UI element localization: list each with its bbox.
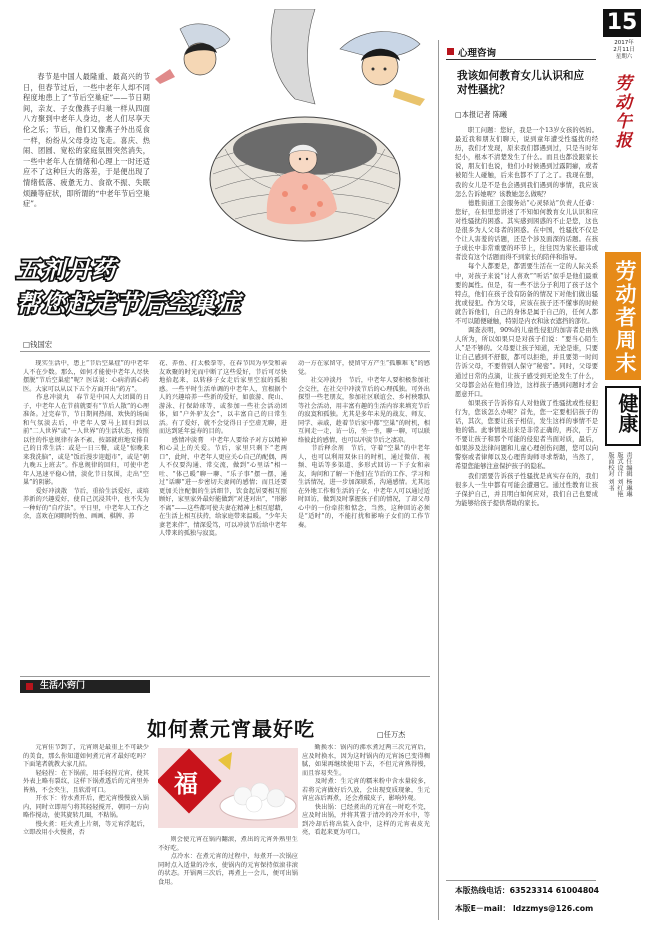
footer-email: 本版E－mail： ldzzmys@126.com — [455, 904, 594, 913]
tips-column-1: 元宵佳节到了，元宵则是最重上不可缺少的美食，那么你知道如何煮元宵才最好吃吗？下面笔者就教大家几招。 轻轻捏：在下锅前，用手轻捏元宵，使其外表上略有裂纹，这样下锅煮透后的元宵里外皆熟，不会夹生，且软滑可口。 开水下：待水煮开后，把元宵慢慢放入锅内，同时立即用勺将其轻轻搅开，朝同一方向略作搅动，使其旋转几圈，不粘锅。 慢火煮：旺火煮上片刻，等元宵浮起后，立即改用小火慢煮，否 — [23, 744, 149, 836]
feature-column-1: 现实生活中，患上“节后空巢症”的中老年人不在少数。那么，如何才能使中老年人尽快摆脱“节后空巢症”呢？医话说：心病消需心药医。大家可以从以下五个方面开出“药方”。 作息冲淡丸 春节是中国人大团圆的日子，中老年人在节前就要有“节后人散”的心理准备。过完春节，节日期间热闹、欢快的场面和气氛淡去后，中老年人要马上回归到以前“二人世界”或“一人世界”的生活状态，按照以往的作息规律有条不紊、按部就班地安排自己的日常生活：或是一日三餐，或是“惊晚来来我洗脑”，或是“饭后漫步迎超市”，或是“朝九晚五上班去”。作息规律的回归，可使中老年人迅速平稳心情，淡化节日氛围，走出“空巢”的阴影。 爱好冲淡散 节后，重拾生活爱好，或培养新的兴趣爱好，使自己沉浸其中，也不失为一种好的“自疗法”。平日里，中老年人工作之余，喜欢在闲暇时钓鱼、画画、棋牌、养 — [23, 360, 149, 520]
section-name: 劳动者周末 — [613, 260, 637, 375]
section-sub: 健康 — [615, 393, 639, 433]
tips-divider — [20, 676, 430, 677]
consult-body: 职工问题：您好，我是一个13岁女孩的妈妈。最近我和朋友们聊天，说到童年遭受性骚扰的经历，我们才发现，原来我们都遇到过，只是当时年纪小，根本不清楚发生了什么。而且也都没跟家长说，朋友们也说，他们小时候遇到过露阴癖，或者被陌生人碰触，后来也都不了了之了。我现在想，我的女儿是不是也会遇到我们遇到的事情，我应该怎么告诉她呢？该教她怎么做呢？ 德胜街道工会服务站“心灵驿站”负责人任睿：您好，在但里您讲述了不知如何教育女儿认识和应对性骚扰的困惑。其实感到困惑的不止是您，这也是很多为人父母者的困惑。在中国，性骚扰不仅是个让人害羞的话题，还是个涉及面深的话题。在孩子成长中非常重要的环节上，往往因为家长避讳或者没有这个话题而得不到家长的陪伴和指导。 每个人都要是，都需要生活在一定的人际关系中，对孩子来说“讨人喜欢”“听话”似乎是他们最重要的属性。但是，有一些不法分子利用了孩子这个特点，他们在孩子没有防备的情况下对他们做出骚扰或侵犯。作为父母，应该在孩子还不懂事的时候就告诉他们，自己的身体是属于自己的，任何人都不可以随便碰触，特别是内衣和泳衣遮挡的部位。 调查表明，90%的儿童性侵犯的加害者是由熟人所为，所以如果只是对孩子们说：“要当心陌生人”是不够的。父母要让孩子知道，无论是谁，只要让自己感到不舒服，都可以拒绝，并且要第一时间告诉父母，不要替别人保守“秘密”。同时，父母要通过日常的点滴，让孩子感受到无论发生了什么，父母都会站在他们身边，这样孩子遇到问题时才会愿意开口。 如果孩子告诉你有人对他做了性骚扰或性侵犯行为，您该怎么办呢？首先，您一定要相信孩子的话，其次，您要让孩子相信，发生这样的事情不是他的错。此事情说出来是非常正确的，再次，于万不要让孩子和那个可能的侵犯者当面对质，最后，如果涉及法律问题和儿童心理创伤问题，您可以向警察或者律师以及心理咨询师寻求帮助，当然了，希望您能够注意保护孩子的隐私。 我们需要告诉孩子性骚扰是真实存在的，我们很多人一生中都有可能会遭遇它。通过性教育让孩子保护自己，并且明白如何应对，我们自己也要成为能够给孩子提供帮助的家长。 — [455, 127, 598, 507]
tips-column-2: 则会使元宵在锅内翻滚，煮出的元宵外熟里生不好吃。 点冷水：在煮元宵的过程中，每煮开一次锅应同时点入适量的冷水，使锅内的元宵保持似滚非滚的状态。开锅两三次后，再煮上一会儿，便可出锅食用。 — [158, 836, 298, 886]
consult-section-label: 心理咨询 — [458, 48, 497, 59]
feature-author: □钱国宏 — [23, 340, 53, 349]
consult-marker — [447, 48, 454, 55]
nest-illustration — [155, 9, 436, 247]
tips-marker — [26, 683, 33, 690]
consult-header-rule — [446, 59, 596, 60]
feature-title-bottom: 帮您赶走节后空巢症 — [16, 290, 241, 318]
consult-author: □本报记者 陈曦 — [455, 110, 508, 119]
feature-column-2: 花、养鱼、打太极拳等，在春节因为享受和亲友欢聚的时光而中断了这些爱好，节后可尽快地拾起来，以转移子女走后家里空寂的孤独感。一些平时生活单调的中老年人，宜根据个人的兴趣培养一些新的爱好，如旅游、爬山、游泳、打保龄球等，或参加一些社会活动团体，如“户外驴友会”，以丰富自己的日常生活。有了爱好，就不会觉得日子空虚无聊，进而达到延年益寿的目的。 感情冲淡膏 中老年人要给予对方以精神和心灵上的关爱。节后，家里只剩下“老两口”，此时，中老年人更应关心自己的配偶，两人不仅要沟通、常交流，做到“心里话”相一吐、“体己暖”聊一聊、“乐子事”摆一摆，通过“话聊”进一步密切夫妻间的感情；而且还要更加关注配偶的生活细节，饮食起居要相互照顾好，家里家外最好能做到“对进对出”，“形影不离”——这些都可使夫妻在精神上相互慰藉，在生活上相互扶持，给家庭带来温暖。“少年夫妻老来伴”，情深爱笃，可以冲淡节后给中老年人带来的孤独与寂寞。 — [159, 360, 287, 537]
tips-column-3: 勤换水：锅内的沸水煮过两三次元宵后，应及时换水，因为这时锅内的元宵汤已变得稠腻，如果再继续使用下去，不但元宵熟得慢，而且容易夹生。 及时煮：生元宵的糯米粉中含水量较多，若将元宵做好后久放，会出现变质现象，生元宵应冻后再煮，还会煮破皮子，影响外观。 快出锅：已经煮出的元宵在一时吃不完，应及时出锅，并将其置于清冷的冷开水中，等到冷却后将出装入食中，这样的元宵表皮光亮，看起来更为可口。 — [302, 744, 430, 836]
paper-name: 劳动午报 — [611, 74, 631, 150]
footer-rule — [446, 880, 596, 881]
tips-section-label: 生活小窍门 — [40, 681, 86, 691]
page-number: 15 — [606, 10, 638, 35]
section-sub-box — [605, 386, 641, 446]
editor-credits: 责任编辑 杨琳琳 版式设计 刘红艳 版面校对 刘书 — [607, 452, 632, 498]
issue-date: 2017年 2月11日 星期六 — [613, 40, 635, 60]
feature-intro: 春节是中国人最隆重、最高兴的节日，但春节过后，一些中老年人却不同程度地患上了“节后空巢症”——节日期间，亲友、子女像燕子归巢一样从四面八方聚到中老年人身边，老人们尽享天伦之乐；节后，他们又像燕子外出觅食一样，纷纷从父母身边飞走。喜庆、热闹、团圆、宽松的家庭氛围突然消失，一些中老年人在情绪和心理上一时还适应不了这种巨大的落差，于是便出现了情绪低落、疲惫无力、食欲不振、失眠烦躁等症状，即所谓的“中老年节后空巢症”。 — [23, 72, 150, 209]
yuanxiao-image — [158, 748, 298, 828]
tips-author: □任万杰 — [377, 730, 406, 739]
feature-column-3: 动一方在家留守，使留守方产生“孤雁难飞”的感觉。 社交冲淡丹 节后，中老年人要积极参加社会交往，在社交中冲淡节后的心理孤独。可外出探望一些老朋友，参加社区联谊会、乡村秧歌队等社会活动，用丰富有趣的生活内容来填充节后的寂寞和孤独。尤其是多年未见的战友、师友、同学、亲戚，趁着节后家中都“空巢”的时机，相互间走一走，访一访，坐一坐，聊一聊，可以联络彼此的感情，也可以冲淡节后之凄凉。 节后释余剂 节后，守着“空巢”的中老年人，也可以利用双休日的时机，通过微信、视频、电话等多渠道、多形式回访一下子女和亲友，询问和了解一下他们在节后的工作、学习和生活情况，进一步加深联系，沟通感情。尤其远在外地工作和生活的子女，中老年人可以通过适时回访，做到及时掌握孩子们的情况，了却父母心中的一份牵挂和惦念，当然，这种回访必须是“适时”的，不能打扰和影响子女们的工作节奏。 — [298, 360, 430, 529]
consult-title: 我该如何教育女儿认识和应对性骚扰？ — [457, 70, 585, 96]
page-number-box — [603, 9, 641, 37]
tips-section-badge — [20, 680, 150, 693]
column-divider — [438, 40, 439, 920]
fu-character: 福 — [174, 769, 198, 798]
hero-illustration — [155, 9, 436, 247]
tips-title: 如何煮元宵最好吃 — [147, 717, 315, 741]
feature-divider — [20, 351, 430, 352]
feature-title-top: 五剂丹药 — [16, 256, 116, 284]
footer-hotline: 本版热线电话：63523314 61004804 — [455, 886, 600, 895]
section-name-box — [605, 252, 641, 380]
